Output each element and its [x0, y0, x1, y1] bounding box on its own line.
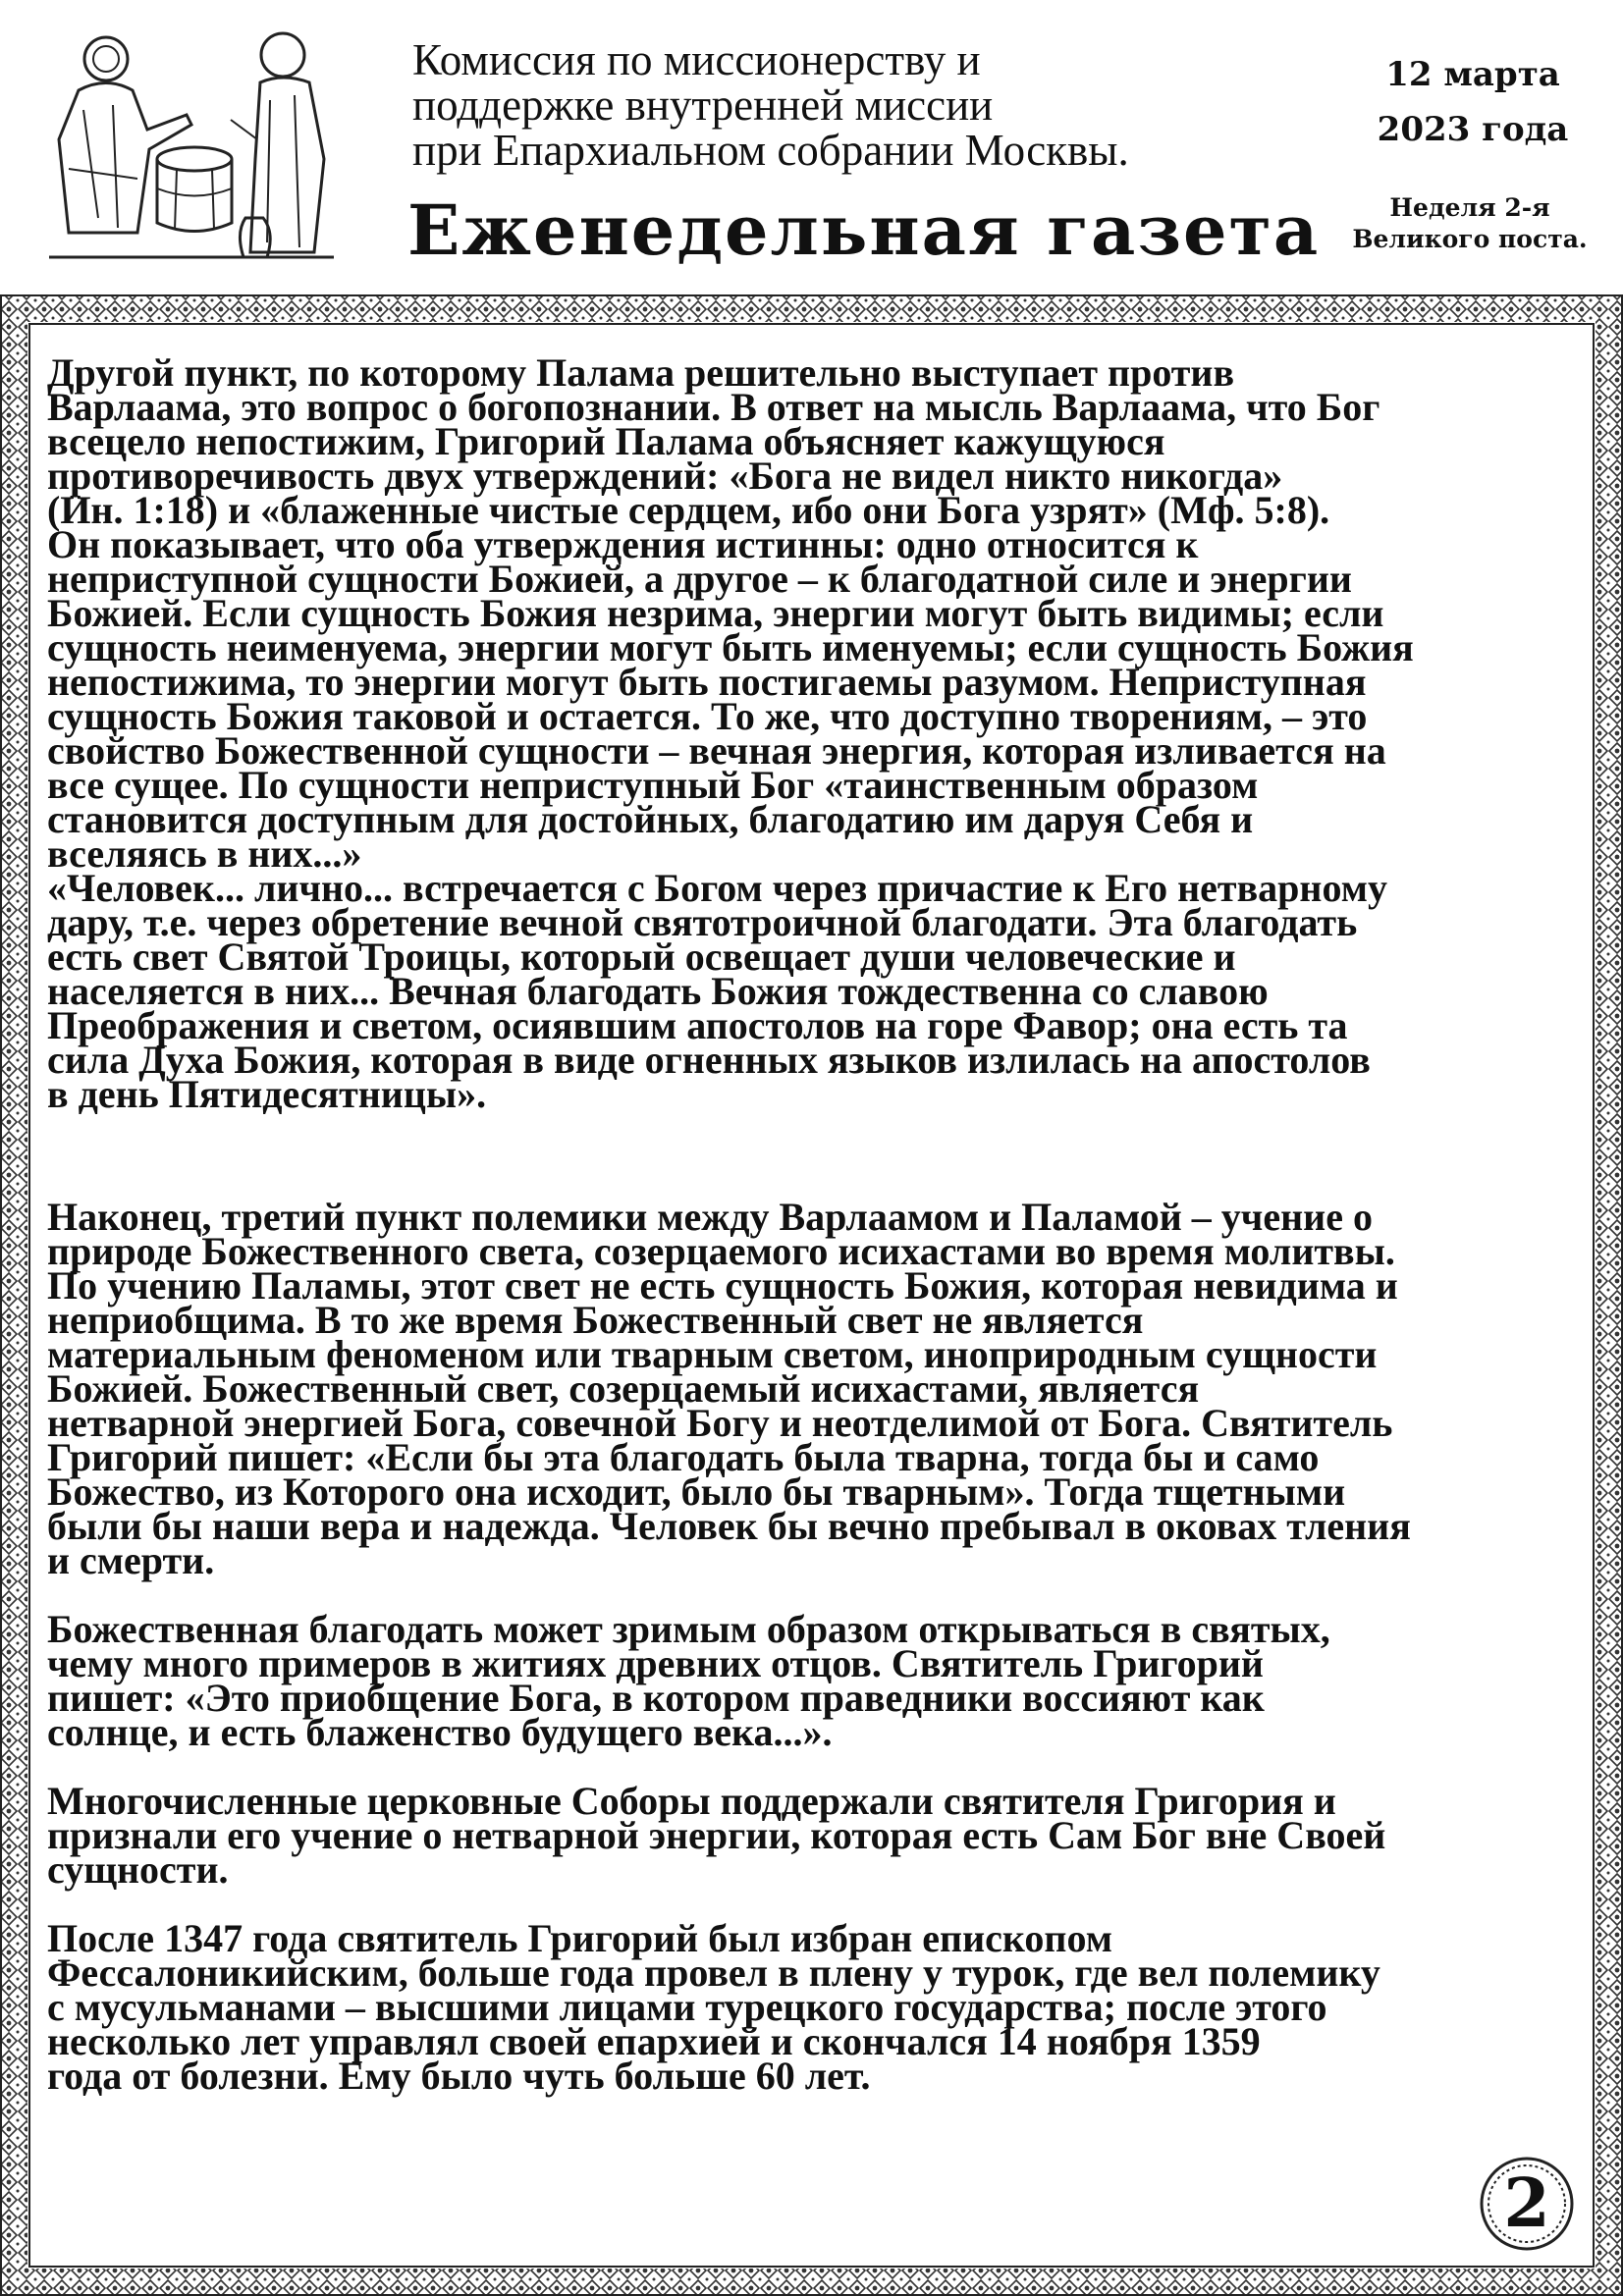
masthead-title: Еженедельная газета [407, 189, 1321, 271]
article-paragraph: «Человек... лично... встречается с Богом через причастие к Его нетварному дару, т.е. через обретение вечной святотроичной благодати. Эта благодать есть свет Святой Троицы, который освещает души человеческие и населяется в них... Вечная благодать Божия тождественна со славою Преображения и светом, осиявшим апостолов на горе Фавор; она есть та сила Духа Божия, которая в виде огненных языков излилась на апостолов в день Пятидесятницы». [47, 866, 1387, 1116]
page-number: 2 [1503, 2164, 1550, 2243]
article-paragraph: Божественная благодать может зримым образом открываться в святых, чему много примеров в житиях древних отцов. Святитель Григорий пишет: «Это приобщение Бога, в котором праведники воссияют как солнце, и есть блаженство будущего века...». [47, 1607, 1330, 1754]
issue-date-day: 12 марта [1385, 55, 1560, 94]
page-number-badge [1478, 2155, 1576, 2253]
article-body [47, 350, 1598, 2098]
article-paragraph: Многочисленные церковные Соборы поддержали святителя Григория и признали его учение о нетварной энергии, которая есть Сам Бог вне Своей сущности. [47, 1779, 1386, 1892]
article-paragraph: Другой пункт, по которому Палама решительно выступает против Варлаама, это вопрос о богопознании. В ответ на мысль Варлаама, что Бог всецело непостижим, Григорий Палама объясняет кажущуюся противоречивость двух утверждений: «Бога не видел никто никогда» (Ин. 1:18) и «блаженные чистые сердцем, ибо они Бога узрят» (Мф. 5:8). Он показывает, что оба утверждения истинны: одно относится к неприступной сущности Божией, а другое – к благодатной силе и энергии Божией. Если сущность Божия незрима, энергии могут быть видимы; если сущность неименуема, энергии могут быть именуемы; если сущность Божия непостижима, то энергии могут быть постигаемы разумом. Неприступная сущность Божия таковой и остается. То же, что доступно творениям, – это свойство Божественной сущности – вечная энергия, которая изливается на все сущее. По сущности неприступный Бог «таинственным образом становится доступным для достойных, благодатию им даруя Себя и вселяясь в них...» [47, 350, 1414, 876]
commission-line: Комиссия по миссионерству и [412, 35, 981, 84]
liturgical-week-line: Неделя 2-я [1389, 193, 1550, 222]
article-paragraph: После 1347 года святитель Григорий был избран епископом Фессалоникийским, больше года провел в плену у турок, где вел полемику с мусульманами – высшими лицами турецкого государства; после этого несколько лет управлял своей епархией и скончался 14 ноября 1359 года от болезни. Ему было чуть больше 60 лет. [47, 1916, 1380, 2098]
commission-line: при Епархиальном собрании Москвы. [412, 126, 1129, 175]
article-paragraph: Наконец, третий пункт полемики между Варлаамом и Паламой – учение о природе Божественного света, созерцаемого исихастами во время молитвы. По учению Паламы, этот свет не есть сущность Божия, которая невидима и неприобщима. В то же время Божественный свет не является материальным феноменом или тварным светом, иноприродным сущности Божией. Божественный свет, созерцаемый исихастами, является нетварной энергией Бога, совечной Богу и неотделимой от Бога. Святитель Григорий пишет: «Если бы эта благодать была тварна, тогда бы и само Божество, из Которого она исходит, было бы тварным». Тогда тщетными были бы наши вера и надежда. Человек бы вечно пребывал в оковах тления и смерти. [47, 1195, 1411, 1582]
commission-line: поддержке внутренней миссии [412, 80, 994, 130]
liturgical-week-line: Великого поста. [1352, 225, 1588, 253]
issue-date-year: 2023 года [1377, 110, 1569, 149]
